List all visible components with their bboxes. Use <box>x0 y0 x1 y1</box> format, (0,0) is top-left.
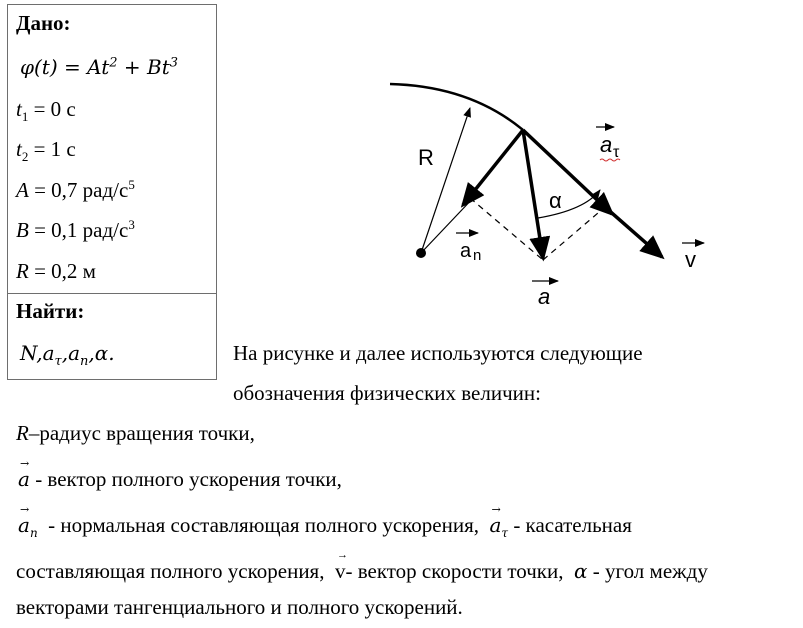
given-t2: $t_2 = 1$ с <box>16 137 76 165</box>
velocity-vector <box>605 207 662 257</box>
label-alpha: α <box>549 188 562 213</box>
radius-line <box>421 108 470 253</box>
total-accel-vector <box>523 130 543 258</box>
given-A: A = 0,7 рад/$с^5$ <box>16 177 135 202</box>
text-line-7: векторами тангенциального и полного ускорений. <box>16 595 463 619</box>
trajectory-arc <box>390 84 523 130</box>
label-v: v <box>685 247 696 272</box>
given-t1: $t_1 = 0$ с <box>16 97 76 125</box>
label-a-tau-sub: τ <box>613 144 620 161</box>
text-line-1: На рисунке и далее используются следующие <box>233 341 643 365</box>
text-line-4: → a - вектор полного ускорения точки, <box>18 457 342 491</box>
text-line-3: R–радиус вращения точки, <box>16 421 255 445</box>
tangential-accel-vector <box>523 130 612 214</box>
text-line-6: составляющая полного ускорения, → v- вектор скорости точки, α - угол между <box>16 549 708 583</box>
text-line-5: → $a_n$ - нормальная составляющая полного ускорения, → $a_\tau$ - касательная <box>18 503 632 540</box>
text-line-2: обозначения физических величин: <box>233 381 541 405</box>
label-a-n: a <box>460 240 472 262</box>
label-a-tau: a <box>600 132 613 157</box>
label-a: a <box>538 284 551 309</box>
given-header: Дано: <box>16 11 71 35</box>
vector-an-symbol: → $a_n$ <box>18 503 38 540</box>
find-list: $N,a_\tau,a_n,\alpha$. <box>20 341 115 369</box>
given-B: B = 0,1 рад/$с^3$ <box>16 217 135 242</box>
vector-v-symbol: → v <box>334 549 348 583</box>
label-R: R <box>418 145 434 170</box>
label-a-n-sub: n <box>473 247 482 264</box>
given-R: R = 0,2 м <box>16 259 96 283</box>
find-header: Найти: <box>16 299 85 323</box>
vector-a-symbol: → a <box>18 457 30 491</box>
vector-atau-symbol: → $a_\tau$ <box>489 503 509 540</box>
given-formula: $\varphi(t) = At^2 + Bt^3$ <box>20 55 179 79</box>
normal-accel-vector <box>463 130 523 205</box>
